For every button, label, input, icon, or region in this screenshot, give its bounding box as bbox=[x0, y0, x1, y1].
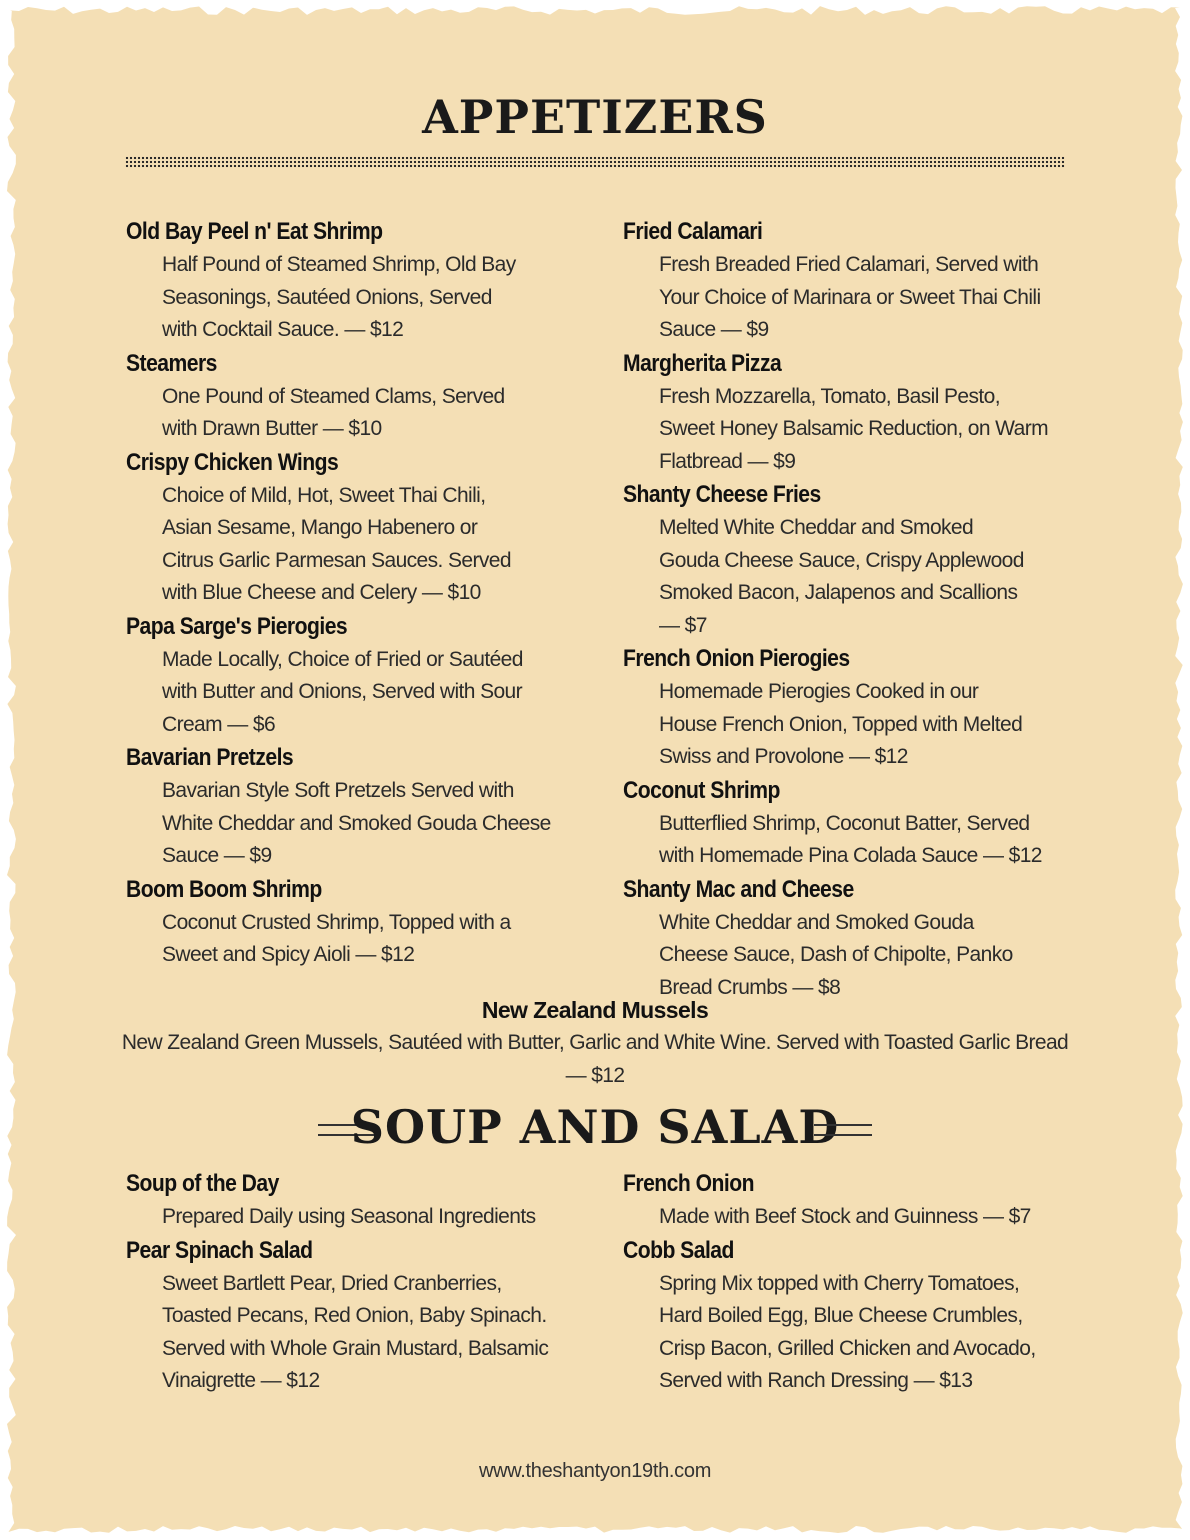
section-title-soup-and-salad: SOUP AND SALAD bbox=[350, 1100, 840, 1154]
menu-item bbox=[623, 642, 1063, 774]
item-description: Melted White Cheddar and Smoked Gouda Cheese Sauce, Crispy Applewood Smoked Bacon, Jalapenos and Scallions — $7 bbox=[659, 516, 1024, 637]
item-name: French Onion Pierogies bbox=[623, 645, 850, 672]
item-name: Cobb Salad bbox=[623, 1236, 734, 1264]
item-description: Half Pound of Steamed Shrimp, Old Bay Seasonings, Sautéed Onions, Served with Cocktail Sauce. — $12 bbox=[162, 253, 516, 341]
item-name: Boom Boom Shrimp bbox=[126, 875, 322, 903]
menu-item bbox=[126, 215, 566, 347]
menu-item-centered bbox=[110, 993, 1080, 1092]
menu-item bbox=[623, 774, 1063, 873]
item-name: French Onion bbox=[623, 1170, 754, 1197]
dotted-divider bbox=[125, 156, 1065, 168]
menu-item bbox=[623, 478, 1063, 642]
item-description: New Zealand Green Mussels, Sautéed with Butter, Garlic and White Wine. Served with Toasted Garlic Bread — $12 bbox=[121, 1031, 1069, 1087]
item-name: Bavarian Pretzels bbox=[126, 744, 294, 771]
item-description: Fresh Breaded Fried Calamari, Served with Your Choice of Marinara or Sweet Thai Chili Sauce — $9 bbox=[659, 253, 1041, 341]
menu-item bbox=[126, 446, 566, 610]
item-name: Margherita Pizza bbox=[623, 349, 782, 377]
menu-item bbox=[126, 873, 566, 972]
item-description: Spring Mix topped with Cherry Tomatoes, Hard Boiled Egg, Blue Cheese Crumbles, Crisp Bacon, Grilled Chicken and Avocado, Served with Ranch Dressing — $13 bbox=[659, 1271, 1036, 1392]
item-name: Steamers bbox=[126, 349, 217, 377]
item-description: Made Locally, Choice of Fried or Sautéed with Butter and Onions, Served with Sour Cream — $6 bbox=[162, 647, 523, 736]
menu-item bbox=[623, 1234, 1063, 1398]
item-name: Fried Calamari bbox=[623, 218, 763, 245]
menu-item bbox=[126, 1234, 566, 1398]
item-description: Butterflied Shrimp, Coconut Batter, Served with Homemade Pina Colada Sauce — $12 bbox=[659, 811, 1042, 867]
soup-salad-right-column bbox=[623, 1167, 1063, 1398]
item-description: Choice of Mild, Hot, Sweet Thai Chili, Asian Sesame, Mango Habenero or Citrus Garlic Parmesan Sauces. Served with Blue Cheese and Celery — $10 bbox=[162, 483, 511, 604]
menu-item bbox=[126, 1167, 566, 1234]
appetizers-right-column bbox=[623, 215, 1063, 1004]
item-name: Soup of the Day bbox=[126, 1170, 279, 1197]
section-title-appetizers: APPETIZERS bbox=[422, 90, 768, 144]
item-description: Prepared Daily using Seasonal Ingredients bbox=[162, 1205, 536, 1228]
menu-item bbox=[126, 610, 566, 742]
item-name: Papa Sarge's Pierogies bbox=[126, 612, 348, 640]
soup-salad-left-column bbox=[126, 1167, 566, 1398]
title-rule-right bbox=[814, 1124, 872, 1136]
item-description: Sweet Bartlett Pear, Dried Cranberries, Toasted Pecans, Red Onion, Baby Spinach. Served with Whole Grain Mustard, Balsamic Vinaigrette — $12 bbox=[162, 1271, 549, 1392]
item-name: Pear Spinach Salad bbox=[126, 1236, 313, 1264]
item-description: One Pound of Steamed Clams, Served with Drawn Butter — $10 bbox=[162, 384, 505, 440]
item-name: Shanty Cheese Fries bbox=[623, 481, 821, 508]
item-description: Bavarian Style Soft Pretzels Served with White Cheddar and Smoked Gouda Cheese Sauce — $9 bbox=[162, 779, 551, 867]
menu-item bbox=[623, 347, 1063, 479]
item-name: New Zealand Mussels bbox=[481, 997, 709, 1023]
item-description: Homemade Pierogies Cooked in our House French Onion, Topped with Melted Swiss and Provolone — $12 bbox=[659, 680, 1023, 768]
menu-item bbox=[623, 1167, 1063, 1234]
item-name: Coconut Shrimp bbox=[623, 776, 780, 804]
item-name: Shanty Mac and Cheese bbox=[623, 875, 854, 903]
item-name: Old Bay Peel n' Eat Shrimp bbox=[126, 218, 383, 245]
appetizers-left-column bbox=[126, 215, 566, 972]
menu-item bbox=[126, 347, 566, 446]
item-description: Made with Beef Stock and Guinness — $7 bbox=[659, 1205, 1031, 1228]
item-description: Fresh Mozzarella, Tomato, Basil Pesto, Sweet Honey Balsamic Reduction, on Warm Flatbread — $9 bbox=[659, 384, 1048, 473]
menu-item bbox=[623, 873, 1063, 1005]
menu-item bbox=[623, 215, 1063, 347]
item-name: Crispy Chicken Wings bbox=[126, 448, 339, 476]
item-description: White Cheddar and Smoked Gouda Cheese Sauce, Dash of Chipolte, Panko Bread Crumbs — $8 bbox=[659, 910, 1013, 999]
website-url: www.theshantyon19th.com bbox=[478, 1460, 712, 1482]
item-description: Coconut Crusted Shrimp, Topped with a Sweet and Spicy Aioli — $12 bbox=[162, 910, 511, 966]
menu-item bbox=[126, 741, 566, 873]
